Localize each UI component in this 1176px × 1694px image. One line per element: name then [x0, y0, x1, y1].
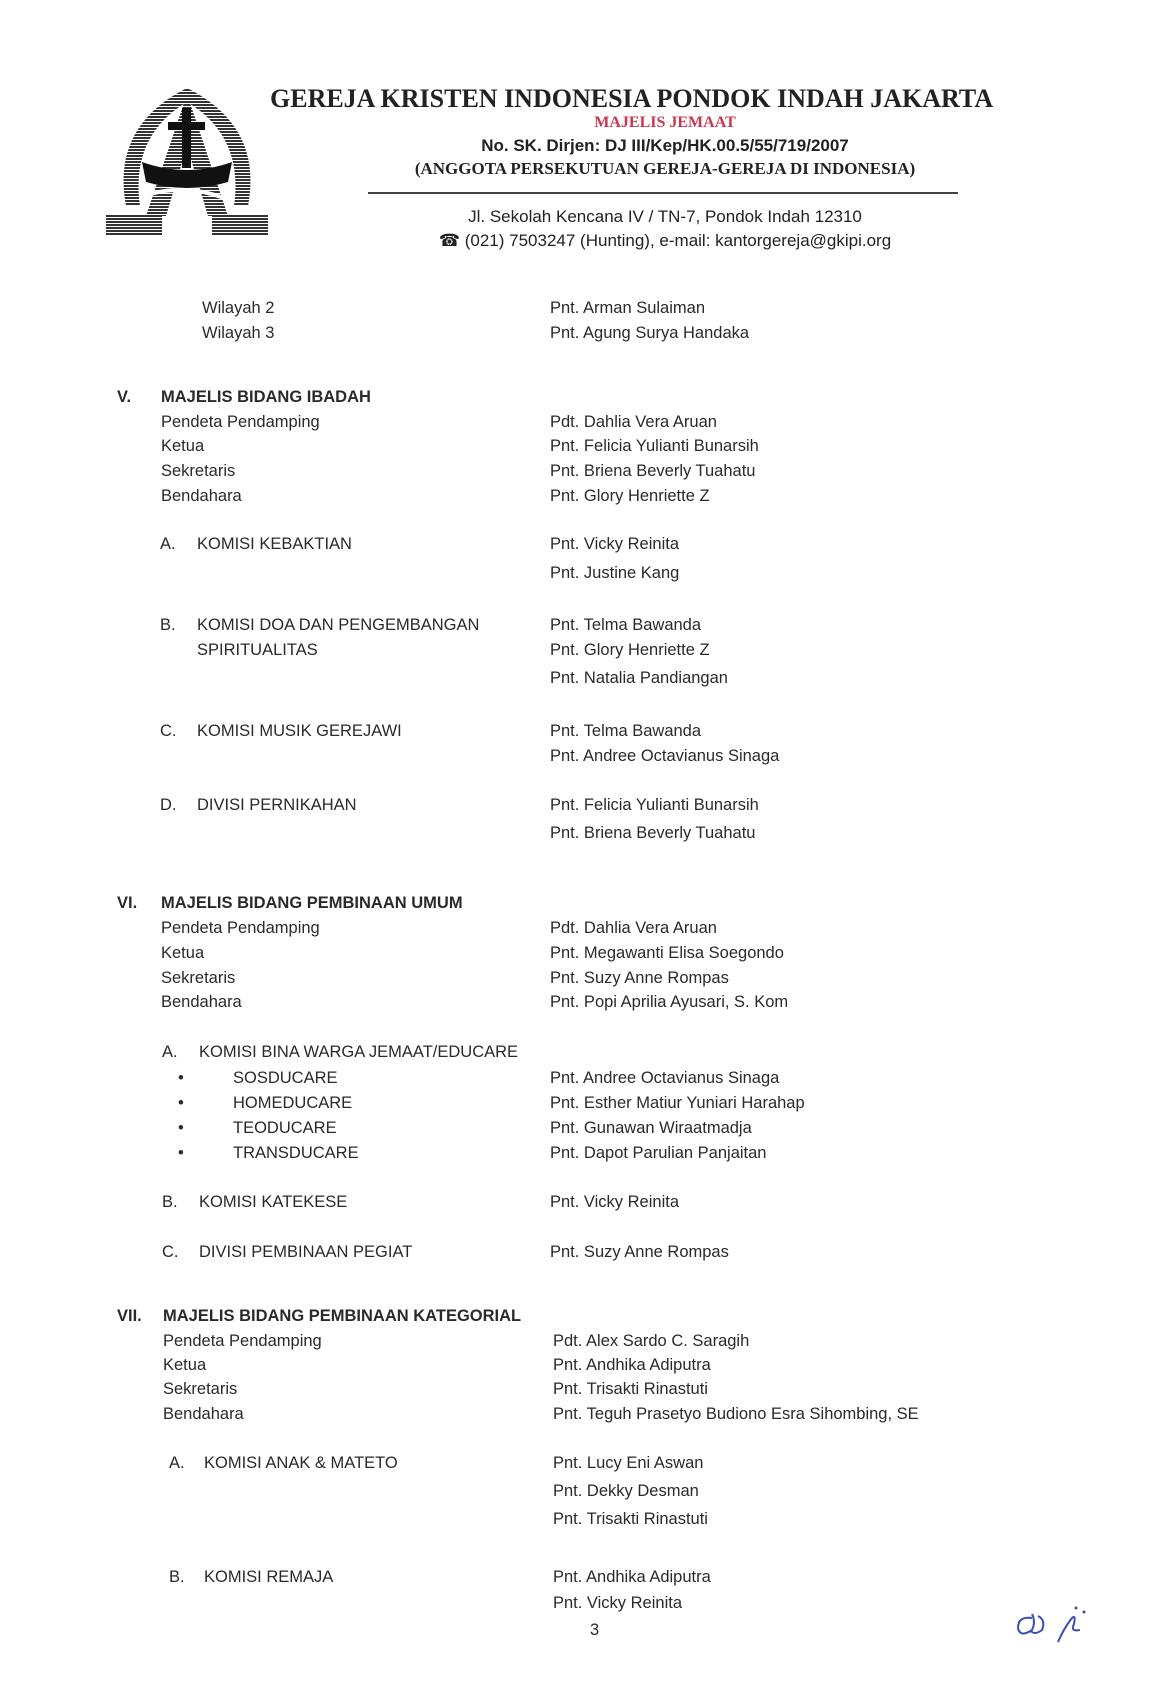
officer-name: Pdt. Dahlia Vera Aruan: [550, 413, 717, 431]
subitem-label: TRANSDUCARE: [233, 1144, 359, 1162]
officer-name: Pnt. Megawanti Elisa Soegondo: [550, 944, 784, 962]
member-name: Pnt. Briena Beverly Tuahatu: [550, 824, 756, 842]
bullet-icon: •: [178, 1094, 184, 1112]
church-logo-icon: [106, 86, 268, 238]
member-name: Pnt. Telma Bawanda: [550, 722, 702, 740]
section-title: MAJELIS BIDANG IBADAH: [161, 388, 371, 406]
commission-title: KOMISI DOA DAN PENGEMBANGAN: [197, 616, 480, 634]
officer-role: Pendeta Pendamping: [161, 413, 320, 431]
officer-role: Sekretaris: [163, 1380, 238, 1398]
member-name: Pnt. Lucy Eni Aswan: [553, 1454, 704, 1472]
officer-role: Sekretaris: [161, 462, 236, 480]
bullet-icon: •: [178, 1119, 184, 1137]
subitem-label: TEODUCARE: [233, 1119, 337, 1137]
commission-letter: A.: [162, 1043, 178, 1061]
section-numeral: VII.: [117, 1307, 142, 1325]
officer-name: Pnt. Briena Beverly Tuahatu: [550, 462, 756, 480]
membership-note: (ANGGOTA PERSEKUTUAN GEREJA-GEREJA DI INDONESIA): [414, 159, 916, 178]
officer-role: Bendahara: [163, 1405, 244, 1423]
member-name: Pnt. Vicky Reinita: [553, 1594, 683, 1612]
member-name: Pnt. Trisakti Rinastuti: [553, 1510, 708, 1528]
page-number: 3: [590, 1621, 600, 1639]
member-name: Pnt. Telma Bawanda: [550, 616, 702, 634]
commission-title-line2: SPIRITUALITAS: [197, 641, 318, 659]
commission-letter: A.: [169, 1454, 185, 1472]
officer-name: Pnt. Popi Aprilia Ayusari, S. Kom: [550, 993, 789, 1011]
phone-icon: ☎: [438, 231, 465, 250]
wilayah-label: Wilayah 3: [202, 324, 275, 342]
officer-name: Pnt. Teguh Prasetyo Budiono Esra Sihombing, SE: [553, 1405, 919, 1423]
commission-title: KOMISI MUSIK GEREJAWI: [197, 722, 402, 740]
signature-initials-icon: [1010, 1600, 1100, 1645]
officer-name: Pdt. Dahlia Vera Aruan: [550, 919, 717, 937]
commission-title: KOMISI REMAJA: [204, 1568, 334, 1586]
officer-name: Pnt. Felicia Yulianti Bunarsih: [550, 437, 759, 455]
member-name: Pnt. Andree Octavianus Sinaga: [550, 1069, 780, 1087]
section-title: MAJELIS BIDANG PEMBINAAN UMUM: [161, 894, 463, 912]
commission-title: KOMISI BINA WARGA JEMAAT/EDUCARE: [199, 1043, 519, 1061]
officer-name: Pdt. Alex Sardo C. Saragih: [553, 1332, 750, 1350]
officer-role: Ketua: [161, 944, 205, 962]
officer-role: Bendahara: [161, 993, 242, 1011]
officer-role: Pendeta Pendamping: [163, 1332, 322, 1350]
member-name: Pnt. Dapot Parulian Panjaitan: [550, 1144, 767, 1162]
commission-title: DIVISI PERNIKAHAN: [197, 796, 357, 814]
commission-letter: A.: [160, 535, 176, 553]
member-name: Pnt. Andhika Adiputra: [553, 1568, 711, 1586]
officer-name: Pnt. Andhika Adiputra: [553, 1356, 711, 1374]
officer-role: Pendeta Pendamping: [161, 919, 320, 937]
member-name: Pnt. Vicky Reinita: [550, 1193, 680, 1211]
wilayah-name: Pnt. Agung Surya Handaka: [550, 324, 750, 342]
member-name: Pnt. Dekky Desman: [553, 1482, 699, 1500]
bullet-icon: •: [178, 1144, 184, 1162]
commission-letter: C.: [160, 722, 177, 740]
member-name: Pnt. Glory Henriette Z: [550, 641, 710, 659]
commission-letter: B.: [162, 1193, 178, 1211]
officer-role: Bendahara: [161, 487, 242, 505]
officer-role: Ketua: [161, 437, 205, 455]
officer-name: Pnt. Glory Henriette Z: [550, 487, 710, 505]
sk-number: No. SK. Dirjen: DJ III/Kep/HK.00.5/55/719/2007: [481, 136, 849, 155]
member-name: Pnt. Esther Matiur Yuniari Harahap: [550, 1094, 805, 1112]
commission-title: KOMISI ANAK & MATETO: [204, 1454, 398, 1472]
officer-name: Pnt. Trisakti Rinastuti: [553, 1380, 708, 1398]
member-name: Pnt. Andree Octavianus Sinaga: [550, 747, 780, 765]
contact-text: (021) 7503247 (Hunting), e-mail: kantorgereja@gkipi.org: [464, 231, 892, 250]
member-name: Pnt. Justine Kang: [550, 564, 680, 582]
member-name: Pnt. Vicky Reinita: [550, 535, 680, 553]
bullet-icon: •: [178, 1069, 184, 1087]
member-name: Pnt. Natalia Pandiangan: [550, 669, 728, 687]
officer-name: Pnt. Suzy Anne Rompas: [550, 969, 729, 987]
officer-role: Sekretaris: [161, 969, 236, 987]
church-name: GEREJA KRISTEN INDONESIA PONDOK INDAH JAKARTA: [270, 84, 994, 113]
commission-letter: B.: [169, 1568, 185, 1586]
section-numeral: V.: [117, 388, 132, 406]
member-name: Pnt. Felicia Yulianti Bunarsih: [550, 796, 759, 814]
commission-title: KOMISI KATEKESE: [199, 1193, 348, 1211]
member-name: Pnt. Gunawan Wiraatmadja: [550, 1119, 752, 1137]
commission-title: KOMISI KEBAKTIAN: [197, 535, 352, 553]
section-numeral: VI.: [117, 894, 138, 912]
wilayah-name: Pnt. Arman Sulaiman: [550, 299, 705, 317]
council-subtitle: MAJELIS JEMAAT: [594, 114, 736, 131]
address: Jl. Sekolah Kencana IV / TN-7, Pondok Indah 12310: [468, 207, 862, 226]
header-divider: [368, 192, 958, 194]
officer-role: Ketua: [163, 1356, 207, 1374]
commission-letter: C.: [162, 1243, 179, 1261]
commission-letter: D.: [160, 796, 177, 814]
subitem-label: SOSDUCARE: [233, 1069, 338, 1087]
commission-title: DIVISI PEMBINAAN PEGIAT: [199, 1243, 413, 1261]
member-name: Pnt. Suzy Anne Rompas: [550, 1243, 729, 1261]
subitem-label: HOMEDUCARE: [233, 1094, 353, 1112]
section-title: MAJELIS BIDANG PEMBINAAN KATEGORIAL: [163, 1307, 522, 1325]
wilayah-label: Wilayah 2: [202, 299, 275, 317]
commission-letter: B.: [160, 616, 176, 634]
contact-line: [360, 231, 970, 251]
